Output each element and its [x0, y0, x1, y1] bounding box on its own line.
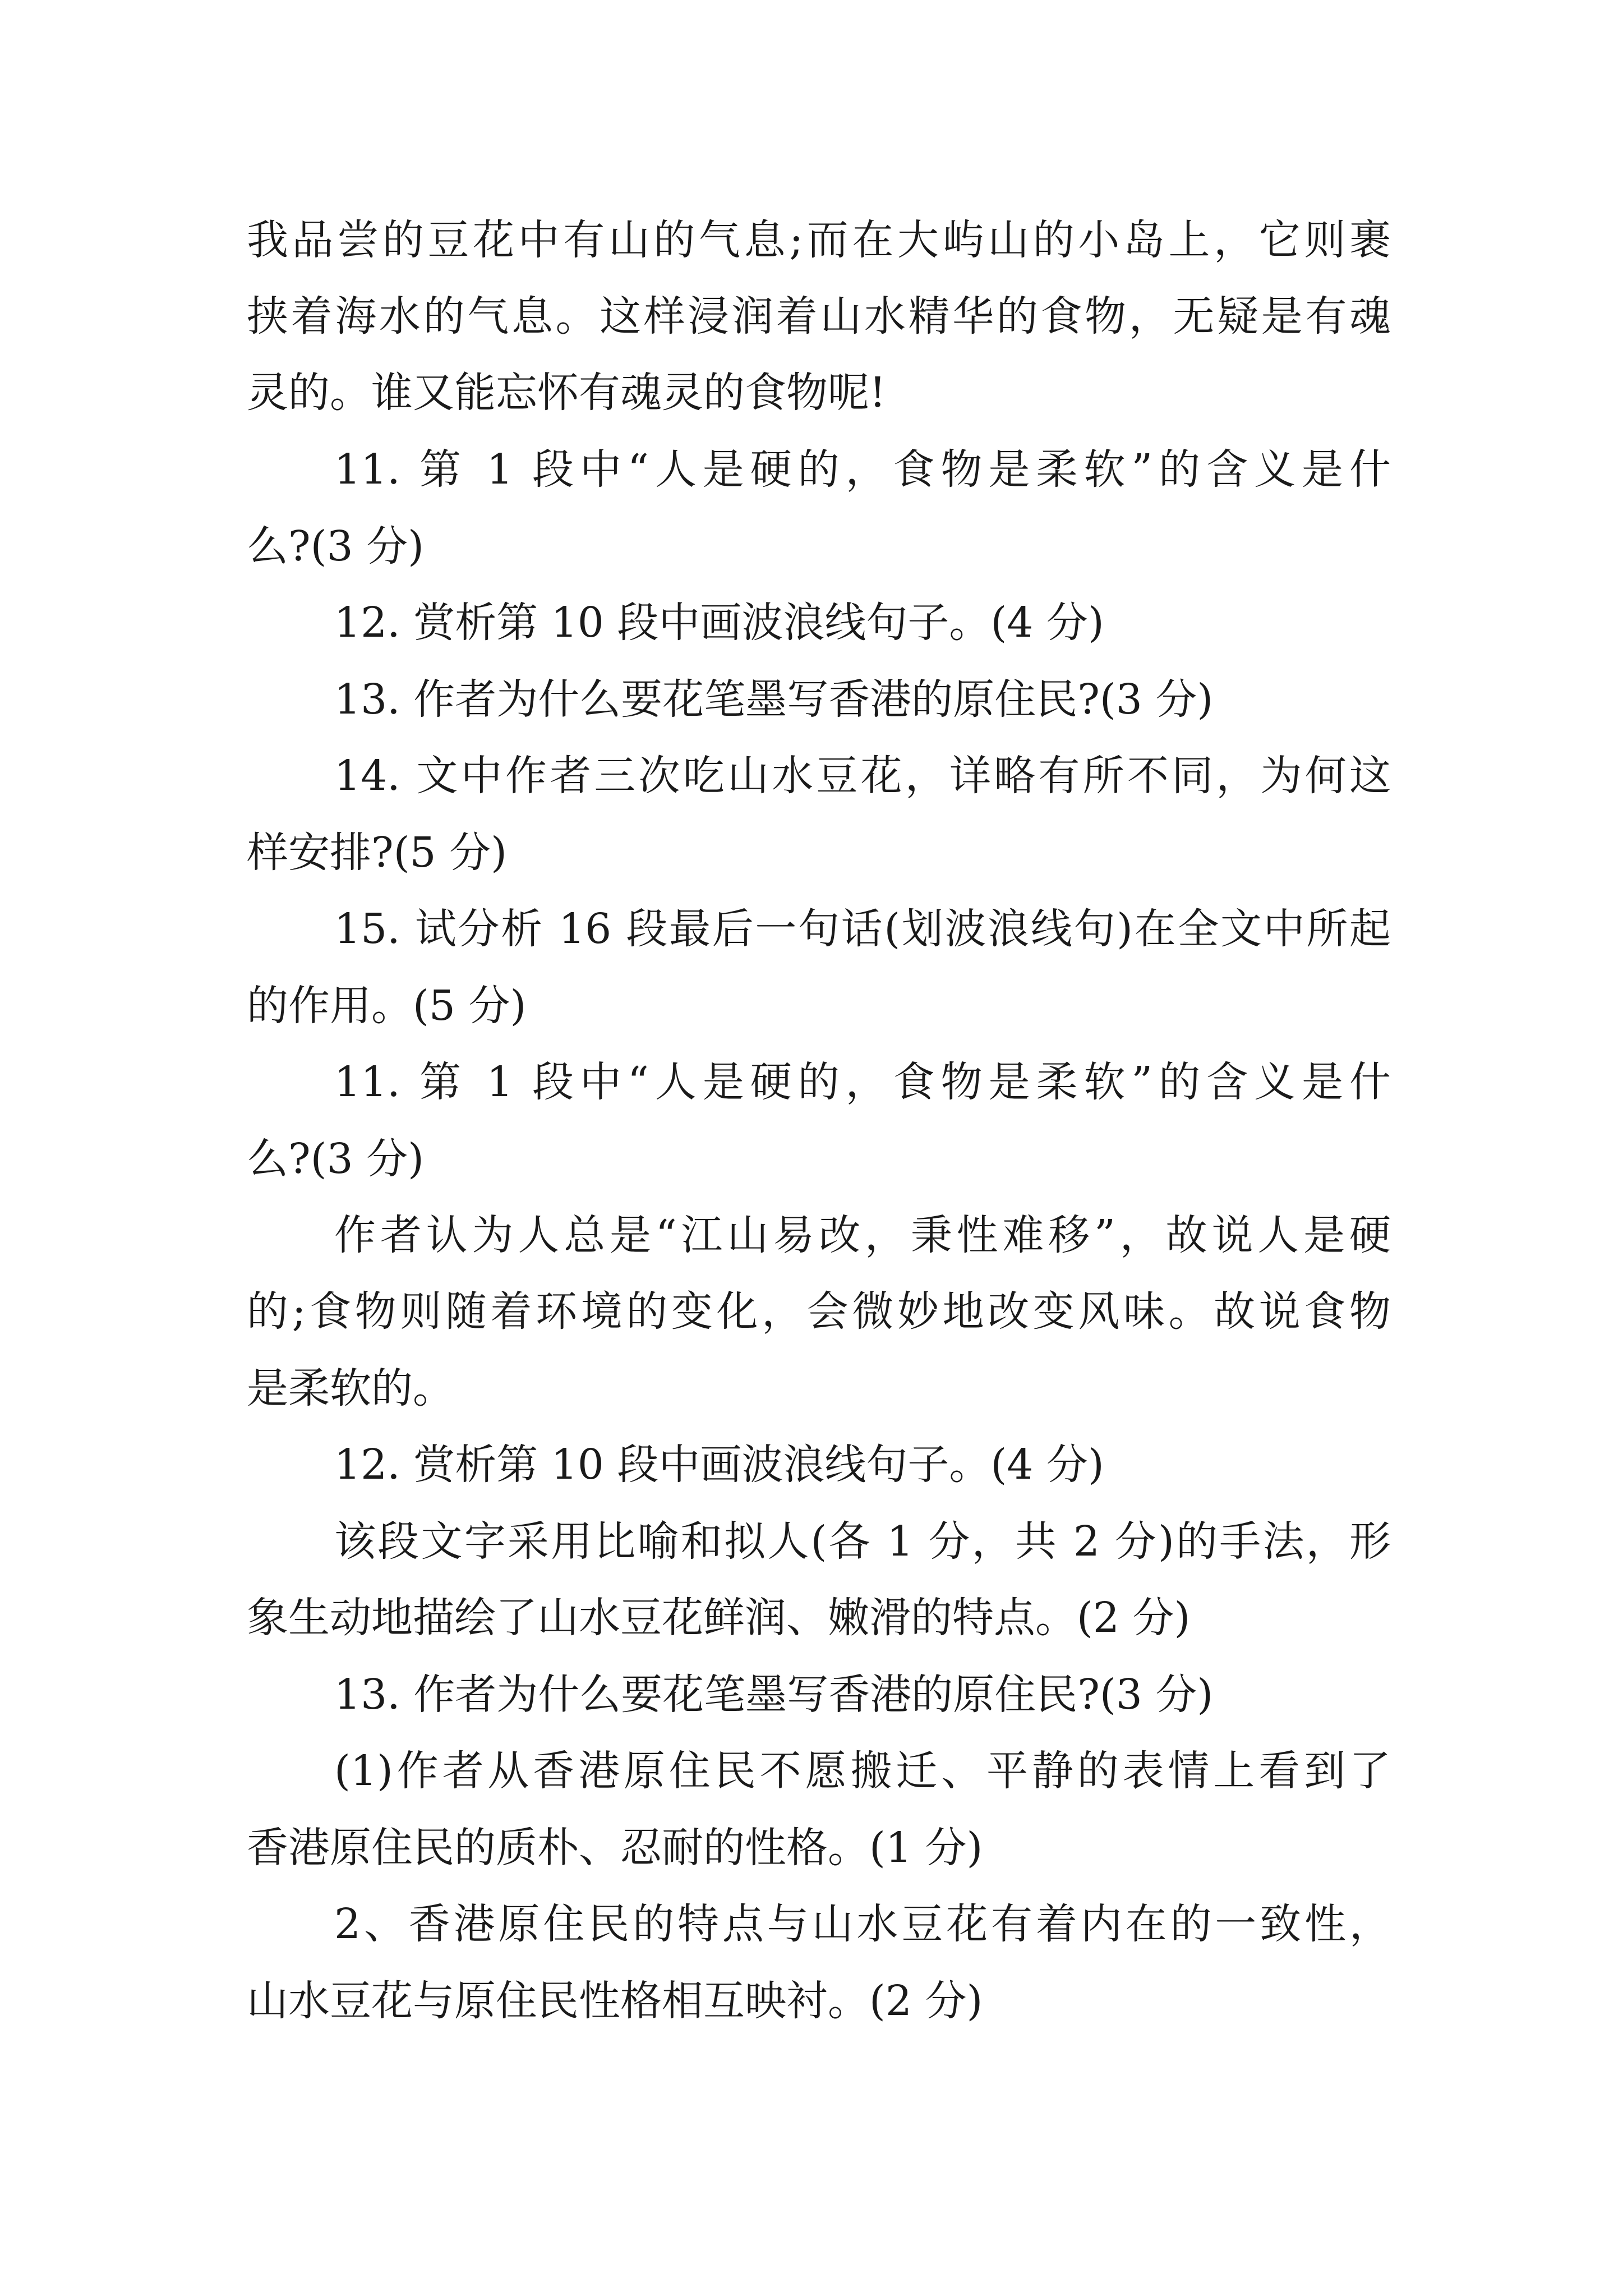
- answer-13-point-2-line-2: 山水豆花与原住民性格相互映衬。(2 分): [247, 1977, 983, 2025]
- question-11-line-2: 么?(3 分): [247, 522, 425, 570]
- answer-11-line-3: 是柔软的。: [247, 1364, 454, 1412]
- answer-13-point-1-line-1: (1)作者从香港原住民不愿搬迁、平静的表情上看到了: [334, 1747, 1391, 1795]
- question-15-line-2: 的作用。(5 分): [247, 982, 527, 1030]
- question-11-line-1: 11. 第 1 段中“人是硬的，食物是柔软”的含义是什: [334, 445, 1391, 494]
- question-15-line-1: 15. 试分析 16 段最后一句话(划波浪线句)在全文中所起: [334, 905, 1391, 953]
- text-line-3: 灵的。谁又能忘怀有魂灵的食物呢!: [247, 369, 886, 417]
- answer-11-line-2: 的;食物则随着环境的变化，会微妙地改变风味。故说食物: [247, 1287, 1391, 1336]
- answer-13-point-2-line-1: 2、香港原住民的特点与山水豆花有着内在的一致性，: [334, 1900, 1391, 1948]
- text-line-2: 挟着海水的气息。这样浸润着山水精华的食物，无疑是有魂: [247, 292, 1391, 341]
- question-14-line-1: 14. 文中作者三次吃山水豆花，详略有所不同，为何这: [334, 752, 1391, 800]
- text-line-1: 我品尝的豆花中有山的气息;而在大屿山的小岛上，它则裹: [247, 216, 1391, 264]
- answer-13-question: 13. 作者为什么要花笔墨写香港的原住民?(3 分): [334, 1671, 1214, 1719]
- question-14-line-2: 样安排?(5 分): [247, 829, 508, 877]
- answer-13-point-1-line-2: 香港原住民的质朴、忍耐的性格。(1 分): [247, 1824, 983, 1872]
- answer-12-line-1: 该段文字采用比喻和拟人(各 1 分，共 2 分)的手法，形: [334, 1517, 1391, 1566]
- answer-12-question: 12. 赏析第 10 段中画波浪线句子。(4 分): [334, 1441, 1104, 1489]
- answer-11-line-1: 作者认为人总是“江山易改，秉性难移”，故说人是硬: [334, 1211, 1391, 1259]
- question-13: 13. 作者为什么要花笔墨写香港的原住民?(3 分): [334, 675, 1214, 724]
- answer-11-question-line-1: 11. 第 1 段中“人是硬的，食物是柔软”的含义是什: [334, 1058, 1391, 1106]
- answer-11-question-line-2: 么?(3 分): [247, 1135, 425, 1183]
- answer-12-line-2: 象生动地描绘了山水豆花鲜润、嫩滑的特点。(2 分): [247, 1594, 1191, 1642]
- question-12: 12. 赏析第 10 段中画波浪线句子。(4 分): [334, 599, 1104, 647]
